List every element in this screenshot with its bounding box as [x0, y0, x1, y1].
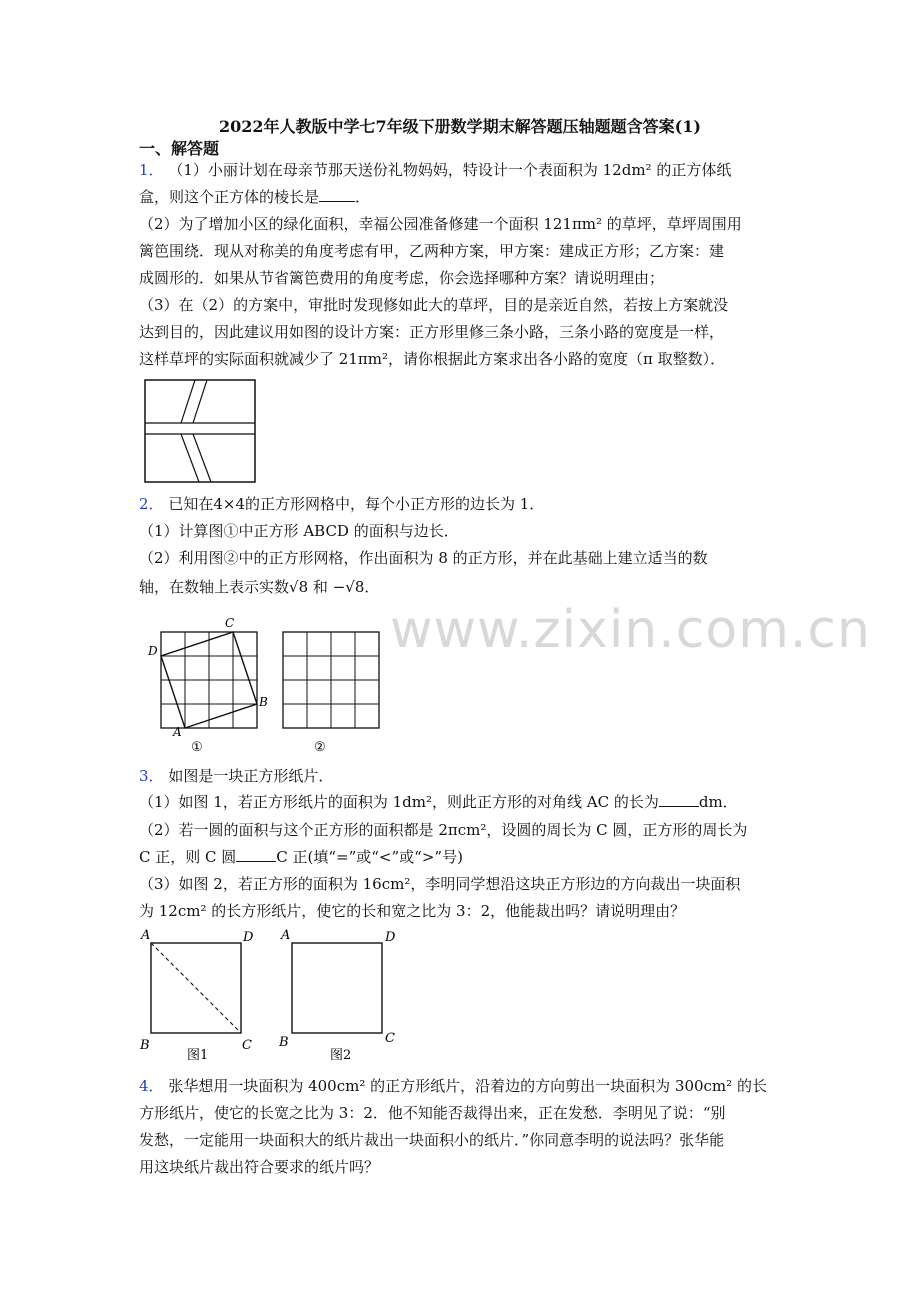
q2-line-2: （1）计算图①中正方形 ABCD 的面积与边长．: [139, 522, 459, 540]
q1-path-figure: [143, 378, 258, 484]
q3-line-1: 3． 如图是一块正方形纸片．: [139, 767, 334, 785]
q4-line-4: 用这块纸片裁出符合要求的纸片吗？: [139, 1158, 380, 1176]
fig2-label-B: B: [279, 1035, 289, 1050]
answer-blank: [236, 847, 276, 862]
figure-caption-1: 图1: [187, 1048, 209, 1063]
q4-line-3: 发愁，一定能用一块面积大的纸片裁出一块面积小的纸片．”你同意李明的说法吗？张华能: [139, 1131, 725, 1149]
q3-number: 3．: [139, 767, 164, 785]
label-C: C: [225, 616, 235, 630]
q4-line-2: 方形纸片，使它的长宽之比为 3：2．他不知能否裁得出来，正在发愁．李明见了说：“别: [139, 1104, 726, 1122]
answer-blank: [659, 792, 699, 807]
q3-square-figure: [135, 925, 405, 1067]
q4-number: 4．: [139, 1077, 164, 1095]
q4-line-1: 4． 张华想用一块面积为 400cm² 的正方形纸片，沿着边的方向剪出一块面积为 300cm² 的长: [139, 1077, 767, 1095]
label-A: A: [173, 725, 182, 739]
q1-line-1: 1． （1）小丽计划在母亲节那天送份礼物妈妈，特设计一个表面积为 12dm² 的正方体纸: [139, 161, 732, 179]
q1-line-8: 这样草坪的实际面积就减少了 21πm²，请你根据此方案求出各小路的宽度（π 取整数）．: [139, 350, 726, 368]
figure-caption-2: 图2: [330, 1048, 352, 1063]
q3-line-3: （2）若一圆的面积与这个正方形的面积都是 2πcm²，设圆的周长为 C 圆，正方形的周长为: [139, 821, 748, 839]
fig1-label-A: A: [141, 928, 151, 943]
q2-line-4: 轴，在数轴上表示实数√8 和 −√8．: [139, 578, 380, 596]
fig2-label-D: D: [385, 930, 396, 945]
q1-line-6: （3）在（2）的方案中，审批时发现修如此大的草坪，目的是亲近自然，若按上方案就没: [139, 296, 729, 314]
label-B: B: [259, 695, 268, 709]
page-title: 2022年人教版中学七7年级下册数学期末解答题压轴题题含答案(1): [219, 117, 701, 136]
q2-line-1: 2． 已知在4×4的正方形网格中，每个小正方形的边长为 1．: [139, 495, 545, 513]
watermark: www.zixin.com.cn: [390, 600, 871, 660]
answer-blank: [319, 187, 355, 202]
figure-caption-2: ②: [314, 740, 326, 755]
label-D: D: [148, 644, 158, 658]
q1-line-2: 盒，则这个正方体的棱长是 ．: [139, 188, 371, 206]
q3-line-5: （3）如图 2，若正方形的面积为 16cm²，李明同学想沿这块正方形边的方向裁出一块面积: [139, 875, 741, 893]
fig2-label-C: C: [385, 1031, 395, 1046]
fig1-label-C: C: [242, 1038, 252, 1053]
sqrt-8: √8: [289, 578, 309, 596]
fig1-label-D: D: [243, 930, 254, 945]
q1-line-3: （2）为了增加小区的绿化面积，幸福公园准备修建一个面积 121πm² 的草坪，草坪周围用: [139, 215, 742, 233]
q3-line-2: （1）如图 1，若正方形纸片的面积为 1dm²，则此正方形的对角线 AC 的长为 dm．: [139, 793, 738, 811]
q2-grid-figure: [143, 612, 393, 757]
q1-line-5: 成圆形的．如果从节省篱笆费用的角度考虑，你会选择哪种方案？请说明理由；: [139, 269, 665, 287]
q3-line-4: C 正，则 C 圆 C 正(填“=”或“<”或“>”号): [139, 848, 463, 866]
fig1-label-B: B: [140, 1038, 150, 1053]
figure-caption-1: ①: [191, 740, 203, 755]
section-heading: 一、解答题: [139, 139, 220, 158]
q2-line-3: （2）利用图②中的正方形网格，作出面积为 8 的正方形，并在此基础上建立适当的数: [139, 549, 708, 567]
q2-number: 2．: [139, 495, 164, 513]
q1-line-4: 篱笆围绕．现从对称美的角度考虑有甲，乙两种方案，甲方案：建成正方形；乙方案：建: [139, 242, 725, 260]
q1-line-7: 达到目的，因此建议用如图的设计方案：正方形里修三条小路，三条小路的宽度是一样，: [139, 323, 725, 341]
neg-sqrt-8: −√8: [332, 578, 365, 596]
q3-line-6: 为 12cm² 的长方形纸片，使它的长和宽之比为 3：2，他能裁出吗？请说明理由？: [139, 902, 686, 920]
fig2-label-A: A: [281, 928, 291, 943]
q1-number: 1．: [139, 161, 164, 179]
